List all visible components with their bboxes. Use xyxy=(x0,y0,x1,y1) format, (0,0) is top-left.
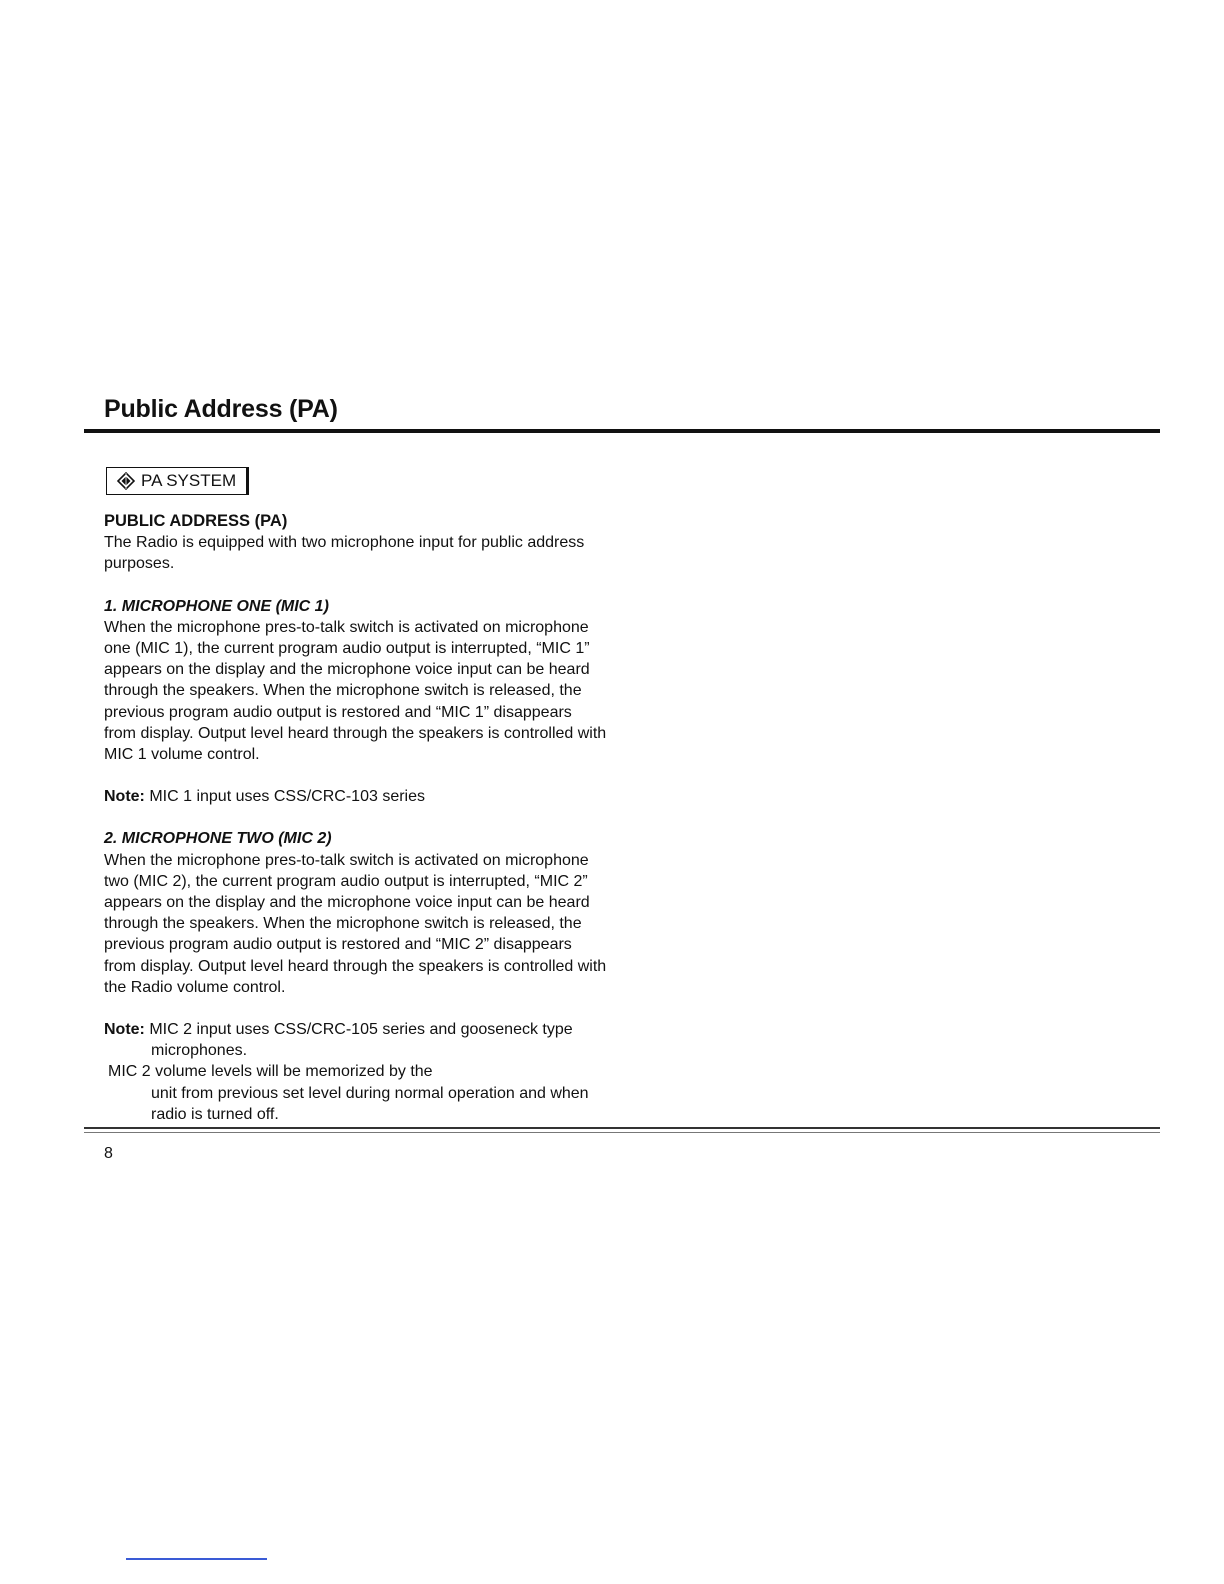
main-content xyxy=(104,511,664,1125)
mic1-line: When the microphone pres-to-talk switch is activated on microphone xyxy=(104,618,589,636)
mic2-note-line: radio is turned off. xyxy=(151,1105,279,1123)
mic1-line: one (MIC 1), the current program audio output is interrupted, “MIC 1” xyxy=(104,640,590,658)
mic2-line: through the speakers. When the microphone switch is released, the xyxy=(104,915,582,933)
intro-line: purposes. xyxy=(104,555,175,573)
mic2-line: appears on the display and the microphone voice input can be heard xyxy=(104,894,590,912)
footer-divider xyxy=(84,1127,1160,1129)
mic1-line: appears on the display and the microphone voice input can be heard xyxy=(104,661,590,679)
title-divider xyxy=(84,429,1160,433)
page-title: Public Address (PA) xyxy=(104,395,338,423)
mic2-note-text: MIC 2 input uses CSS/CRC-105 series and gooseneck type xyxy=(144,1021,573,1039)
mic2-line: from display. Output level heard through the speakers is controlled with xyxy=(104,957,607,975)
section-label: PA SYSTEM xyxy=(141,471,237,490)
mic1-note-text: MIC 1 input uses CSS/CRC-103 series xyxy=(144,788,425,806)
mic1-heading: 1. MICROPHONE ONE (MIC 1) xyxy=(104,597,329,615)
intro-heading: PUBLIC ADDRESS (PA) xyxy=(104,512,288,530)
mic2-line: the Radio volume control. xyxy=(104,978,286,996)
mic2-line: When the microphone pres-to-talk switch is activated on microphone xyxy=(104,851,589,869)
mic2-note-line: microphones. xyxy=(151,1042,248,1060)
mic2-note xyxy=(104,1019,664,1040)
mic1-line: through the speakers. When the microphone switch is released, the xyxy=(104,682,582,700)
mic1-line: from display. Output level heard through the speakers is controlled with xyxy=(104,724,607,742)
diamond-bullet-icon xyxy=(117,472,135,490)
mic1-line: MIC 1 volume control. xyxy=(104,746,260,764)
mic1-note-label: Note: xyxy=(104,788,145,806)
mic2-note-line: unit from previous set level during normal operation and when xyxy=(151,1084,589,1102)
mic2-line: two (MIC 2), the current program audio output is interrupted, “MIC 2” xyxy=(104,872,588,890)
mic1-note xyxy=(104,786,664,807)
mic2-note-label: Note: xyxy=(104,1021,145,1039)
mic2-line: previous program audio output is restored and “MIC 2” disappears xyxy=(104,936,572,954)
mic2-heading: 2. MICROPHONE TWO (MIC 2) xyxy=(104,830,332,848)
intro-line: The Radio is equipped with two microphone input for public address xyxy=(104,534,585,552)
mic2-note-line: MIC 2 volume levels will be memorized by the xyxy=(108,1063,433,1081)
section-label-box xyxy=(106,467,249,495)
bottom-rule xyxy=(126,1558,267,1560)
page-number: 8 xyxy=(104,1145,113,1162)
mic1-line: previous program audio output is restored and “MIC 1” disappears xyxy=(104,703,572,721)
footer-divider-secondary xyxy=(84,1132,1160,1133)
